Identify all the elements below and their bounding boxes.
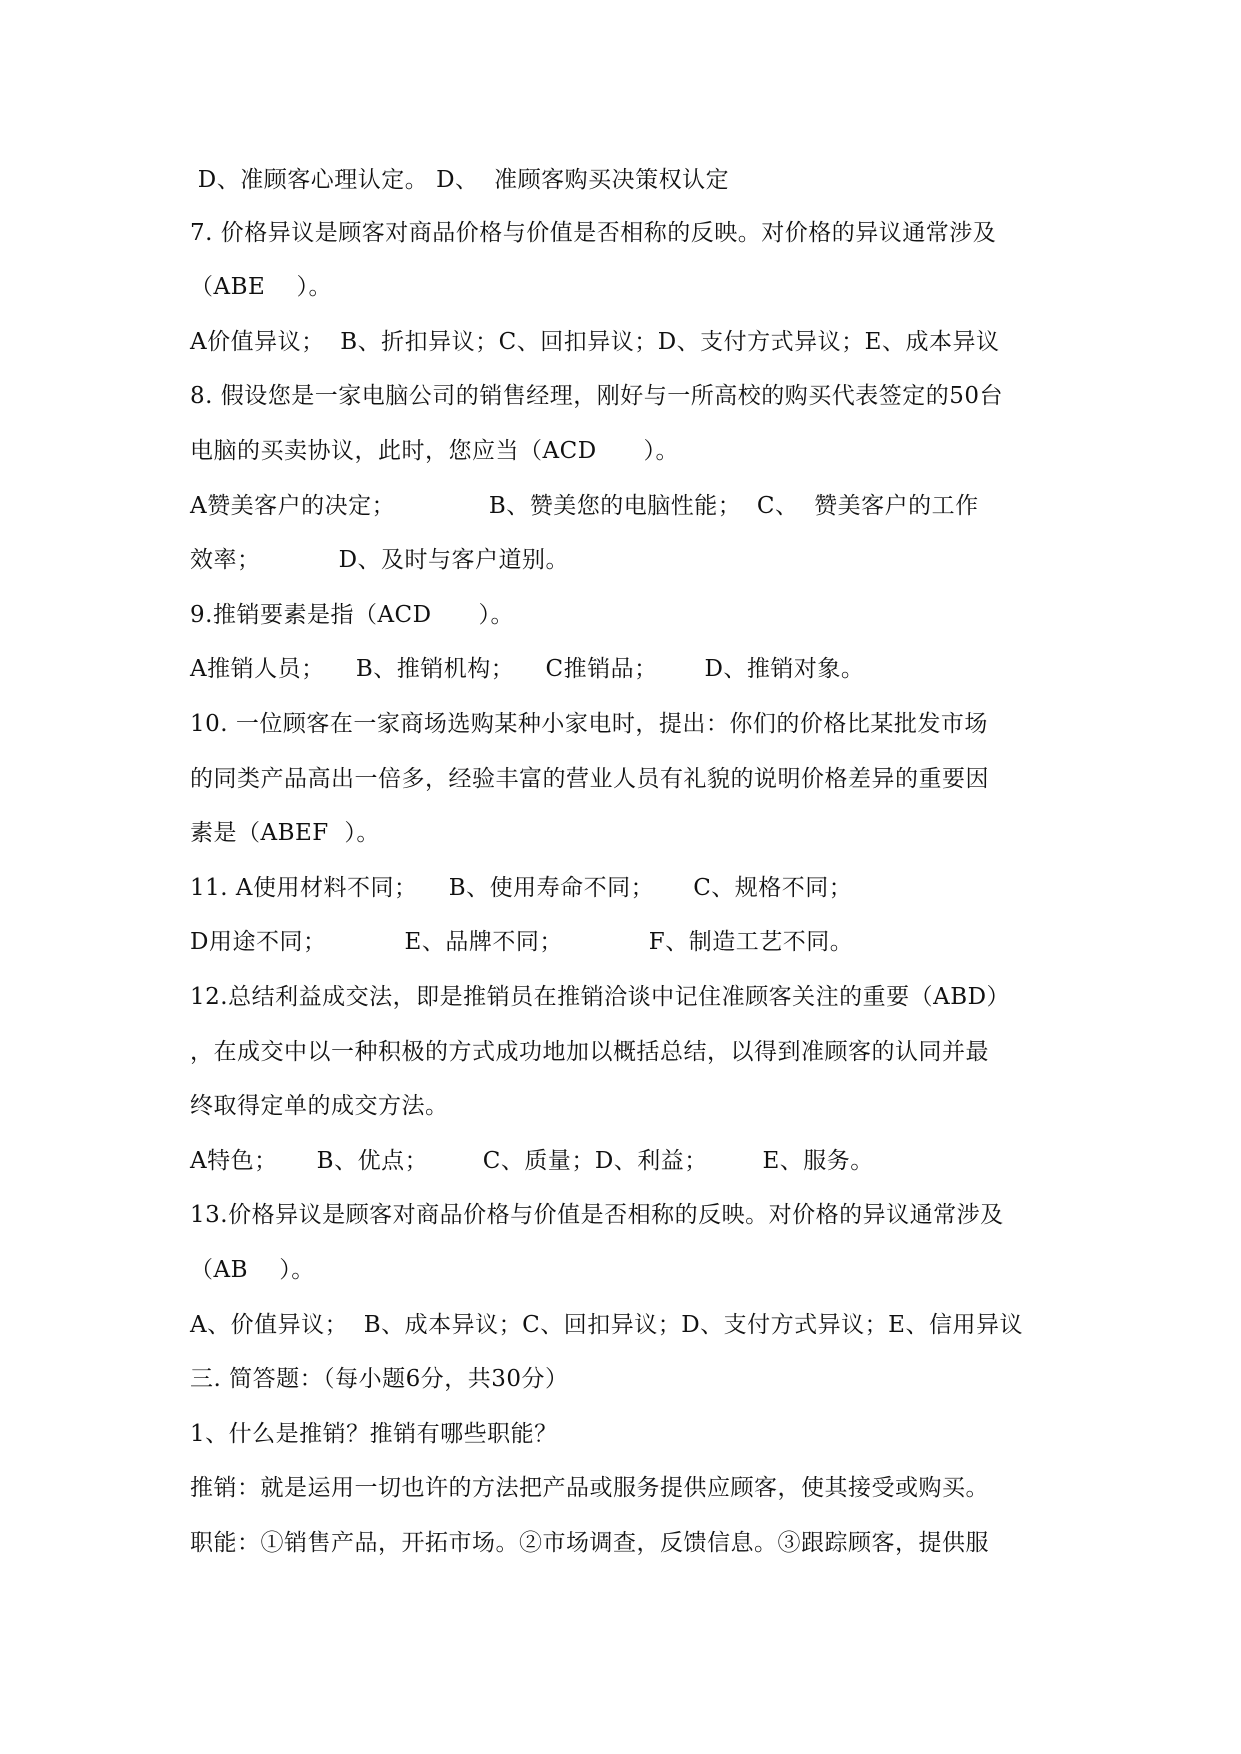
text-line: D用途不同； E、品牌不同； F、制造工艺不同。 — [190, 929, 854, 955]
text-line: 终取得定单的成交方法。 — [190, 1093, 449, 1119]
text-line: 三. 简答题：（每小题6分，共30分） — [190, 1366, 569, 1392]
text-line: 推销：就是运用一切也许的方法把产品或服务提供应顾客，使其接受或购买。 — [190, 1475, 989, 1501]
text-line: 8. 假设您是一家电脑公司的销售经理，刚好与一所高校的购买代表签定的50台 — [190, 383, 1004, 409]
text-line: ，在成交中以一种积极的方式成功地加以概括总结，以得到准顾客的认同并最 — [190, 1039, 989, 1065]
text-line: A价值异议； B、折扣异议；C、回扣异议；D、支付方式异议；E、成本异议 — [190, 329, 1000, 355]
text-line: （AB ）。 — [190, 1257, 315, 1283]
text-line: D、准顾客心理认定。 D、 准顾客购买决策权认定 — [190, 167, 730, 193]
text-line: A赞美客户的决定； B、赞美您的电脑性能； C、 赞美客户的工作 — [190, 493, 979, 519]
text-line: 1、什么是推销？推销有哪些职能？ — [190, 1421, 558, 1447]
text-line: （ABE ）。 — [190, 274, 333, 300]
text-line: A、价值异议； B、成本异议；C、回扣异议；D、支付方式异议；E、信用异议 — [190, 1312, 1023, 1338]
text-line: 10. 一位顾客在一家商场选购某种小家电时，提出：你们的价格比某批发市场 — [190, 711, 988, 737]
text-line: 11. A使用材料不同； B、使用寿命不同； C、规格不同； — [190, 875, 853, 901]
text-line: 职能：①销售产品，开拓市场。②市场调查，反馈信息。③跟踪顾客，提供服 — [190, 1530, 989, 1556]
text-line: 电脑的买卖协议，此时，您应当（ACD ）。 — [190, 438, 680, 464]
text-line: 9.推销要素是指（ACD ）。 — [190, 602, 514, 628]
text-line: 12.总结利益成交法，即是推销员在推销洽谈中记住准顾客关注的重要（ABD） — [190, 984, 1011, 1010]
text-line: 7. 价格异议是顾客对商品价格与价值是否相称的反映。对价格的异议通常涉及 — [190, 220, 997, 246]
text-line: 的同类产品高出一倍多，经验丰富的营业人员有礼貌的说明价格差异的重要因 — [190, 766, 989, 792]
text-line: 素是（ABEF ）。 — [190, 820, 380, 846]
text-line: 13.价格异议是顾客对商品价格与价值是否相称的反映。对价格的异议通常涉及 — [190, 1202, 1004, 1228]
text-line: 效率； D、及时与客户道别。 — [190, 547, 570, 573]
text-line: A推销人员； B、推销机构； C推销品； D、推销对象。 — [190, 656, 865, 682]
text-line: A特色； B、优点； C、质量；D、利益； E、服务。 — [190, 1148, 874, 1174]
